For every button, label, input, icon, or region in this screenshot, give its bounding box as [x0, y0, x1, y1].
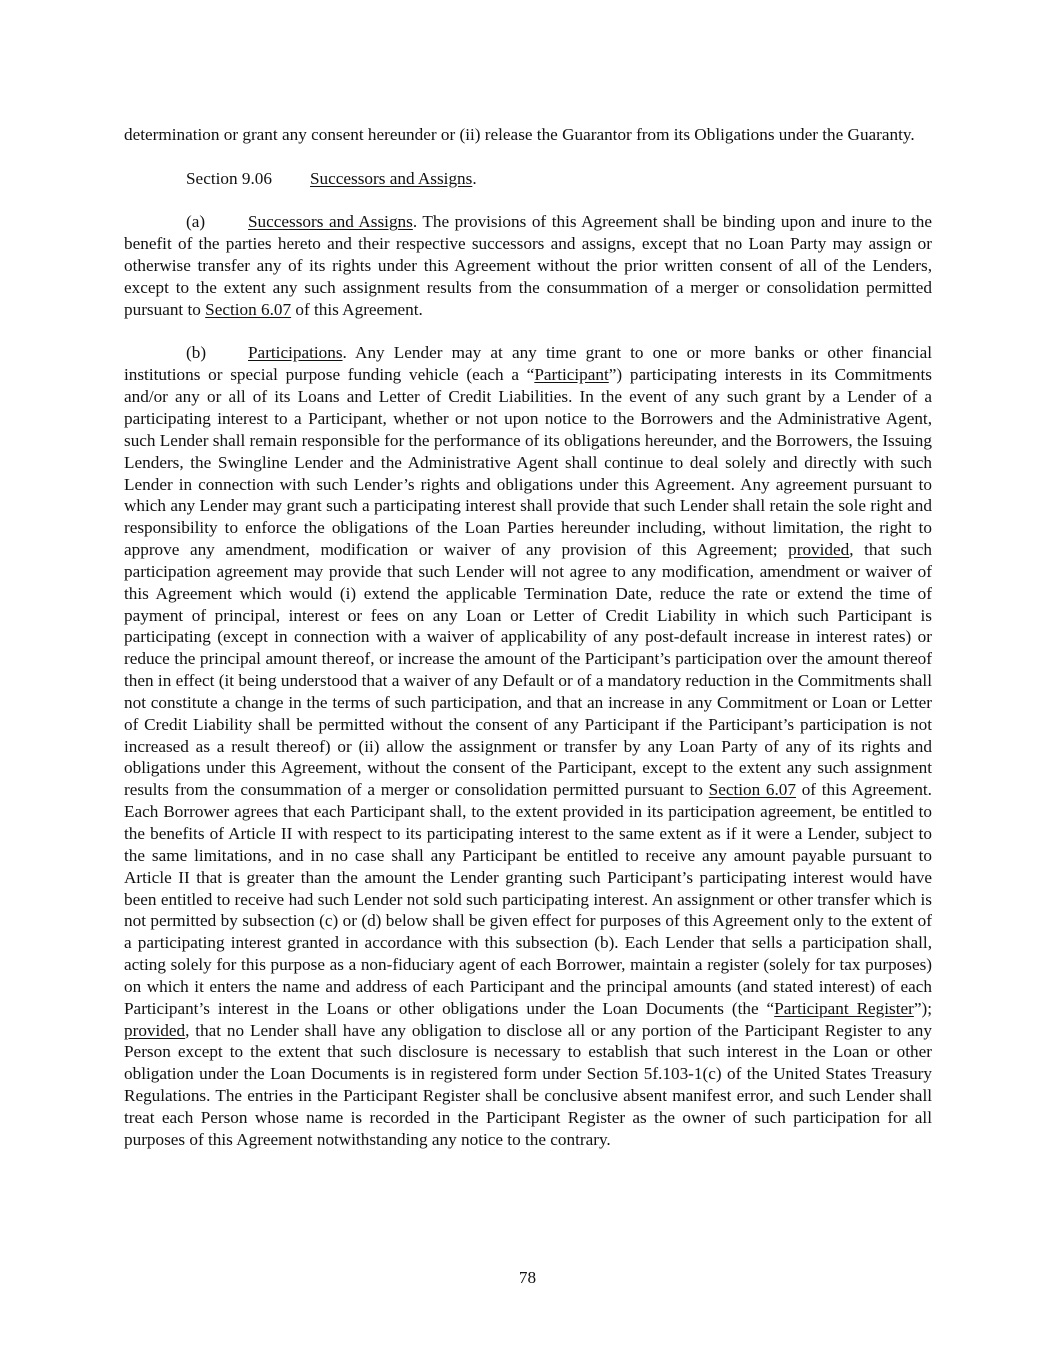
paragraph-b-text-5: ”);	[913, 998, 932, 1018]
document-page	[124, 124, 932, 1151]
paragraph-b-label: (b)	[186, 343, 207, 363]
paragraph-a-text-2: of this Agreement.	[291, 299, 423, 319]
section-title-period: .	[472, 168, 477, 188]
provided-term: provided	[788, 540, 850, 560]
paragraph-a-text-1: . The provisions of this Agreement shall be binding upon and inure to the benefit of the parties hereto and their respective successors and assigns, except that no Loan Party may assign or otherwise transfer any of its rights under this Agreement without the prior written consent of all of the Lenders, except to the extent any such assignment results from the consummation of a merger or consolidation permitted pursuant to	[124, 212, 932, 319]
paragraph-b-heading: Participations	[248, 343, 343, 363]
defined-term-participant-register: Participant Register	[774, 998, 914, 1018]
page-number: 78	[518, 1268, 537, 1287]
defined-term-participant: Participant	[534, 365, 609, 385]
section-reference: Section 6.07	[205, 299, 292, 319]
paragraph-b-text-1: . Any Lender may at any time grant to one or more banks or other financial institutions or special purpose funding vehicle (each a “	[124, 343, 932, 385]
section-heading	[124, 168, 932, 190]
section-title: Successors and Assigns	[310, 168, 473, 188]
paragraph-a-heading: Successors and Assigns	[248, 212, 413, 232]
paragraph-a-label: (a)	[186, 212, 206, 232]
paragraph-b-text-2: ”) participating interests in its Commitments and/or any or all of its Loans and Letter of Credit Liabilities. In the event of any such grant by a Lender of a participating interest to a Participant, whether or not upon notice to the Borrowers and the Administrative Agent, such Lender shall remain responsible for the performance of its obligations hereunder, and the Borrowers, the Issuing Lenders, the Swingline Lender and the Administrative Agent shall continue to deal solely and directly with such Lender in connection with such Lender’s rights and obligations under this Agreement. Any agreement pursuant to which any Lender may grant such a participating interest shall provide that such Lender shall retain the sole right and responsibility to enforce the obligations of the Loan Parties hereunder including, without limitation, the right to approve any amendment, modification or waiver of any provision of this Agreement;	[124, 365, 932, 560]
paragraph-b-text-3: , that such participation agreement may provide that such Lender will not agree to any modification, amendment or waiver of this Agreement which would (i) extend the applicable Termination Date, reduce the rate or extend the time of payment of principal, interest or fees on any Loan or Letter of Credit Liability in which such Participant is participating (except in connection with a waiver of applicability of any post-default increase in interest rates) or reduce the principal amount thereof, or increase the amount of the Participant’s participation over the amount thereof then in effect (it being understood that a waiver of any Default or of a mandatory reduction in the Commitments shall not constitute a change in the terms of such participation, and that an increase in any Commitment or Loan or Letter of Credit Liability shall be permitted without the consent of any Participant if the Participant’s participation is not increased as a result thereof) or (ii) allow the assignment or transfer by any Loan Party of any of its rights and obligations under this Agreement, without the consent of the Participant, except to the extent any such assignment results from the consummation of a merger or consolidation permitted pursuant to	[124, 540, 933, 800]
section-number: Section 9.06	[186, 168, 272, 188]
paragraph-b-text-6: , that no Lender shall have any obligation to disclose all or any portion of the Participant Register to any Person except to the extent that such disclosure is necessary to establish that such interest in the Loan or other obligation under the Loan Documents is in registered form under Section 5f.103-1(c) of the United States Treasury Regulations. The entries in the Participant Register shall be conclusive absent manifest error, and such Lender shall treat each Person whose name is recorded in the Participant Register as the owner of such participation for all purposes of this Agreement notwithstanding any notice to the contrary.	[124, 1020, 932, 1149]
section-reference: Section 6.07	[708, 780, 796, 800]
paragraph-b	[124, 342, 932, 1150]
paragraph-b-text-4: of this Agreement. Each Borrower agrees that each Participant shall, to the extent provided in its participation agreement, be entitled to the benefits of Article II with respect to its participating interest to the same extent as if it were a Lender, subject to the same limitations, and in no case shall any Participant be entitled to receive any amount payable pursuant to Article II that is greater than the amount the Lender granting such Participant’s participating interest would have been entitled to receive had such Lender not sold such participating interest. An assignment or other transfer which is not permitted by subsection (c) or (d) below shall be given effect for purposes of this Agreement only to the extent of a participating interest granted in accordance with this subsection (b). Each Lender that sells a participation shall, acting solely for this purpose as a non-fiduciary agent of each Borrower, maintain a register (solely for tax purposes) on which it enters the name and address of each Participant and the principal amounts (and stated interest) of each Participant’s interest in the Loans or other obligations under the Loan Documents (the “	[124, 780, 932, 1018]
intro-paragraph: determination or grant any consent hereunder or (ii) release the Guarantor from its Obligations under the Guaranty.	[124, 125, 915, 144]
paragraph-a	[124, 211, 932, 320]
provided-term: provided	[124, 1020, 186, 1040]
